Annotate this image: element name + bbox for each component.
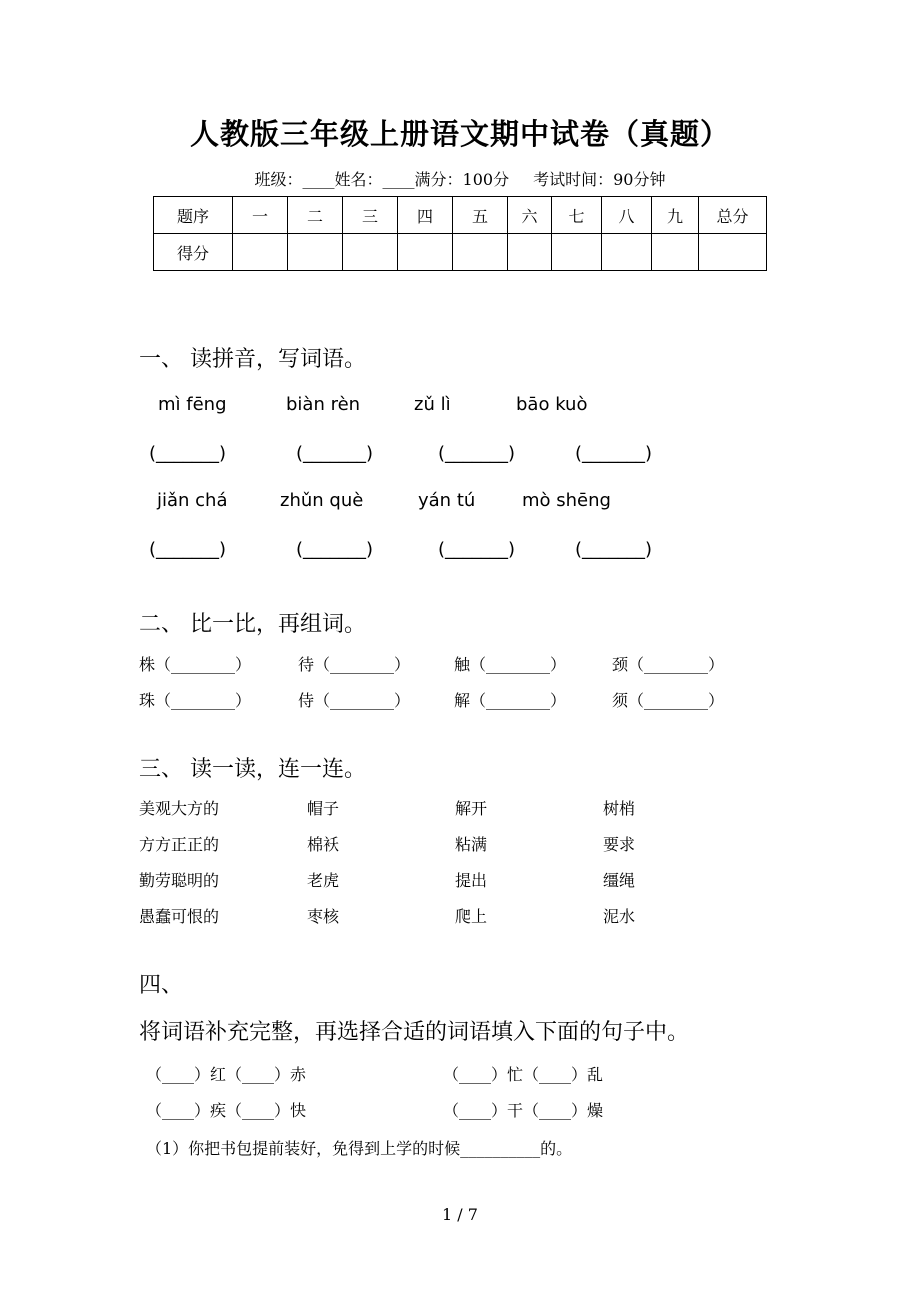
table-cell: 四 bbox=[398, 197, 453, 234]
answer-blank[interactable]: (_______) bbox=[149, 443, 227, 464]
fill-sentence[interactable]: （1）你把书包提前装好，免得到上学的时候__________的。 bbox=[146, 1139, 573, 1158]
table-cell: 一 bbox=[233, 197, 288, 234]
pinyin: yán tú bbox=[418, 490, 476, 511]
match-word: 爬上 bbox=[455, 907, 488, 926]
section-4-instruction: 将词语补充完整，再选择合适的词语填入下面的句子中。 bbox=[139, 1020, 690, 1045]
section-3-heading: 三、 读一读，连一连。 bbox=[139, 757, 366, 782]
score-cell[interactable] bbox=[602, 234, 652, 271]
idiom-blank[interactable]: （____）红（____）赤 bbox=[146, 1065, 307, 1084]
word-blank[interactable]: 株（________） bbox=[139, 655, 252, 674]
section-2-heading: 二、 比一比，再组词。 bbox=[139, 612, 366, 637]
answer-blank[interactable]: (_______) bbox=[296, 443, 374, 464]
pinyin: bāo kuò bbox=[516, 394, 588, 415]
answer-blank[interactable]: (_______) bbox=[438, 443, 516, 464]
answer-blank[interactable]: (_______) bbox=[296, 539, 374, 560]
match-word: 泥水 bbox=[603, 907, 636, 926]
answer-blank[interactable]: (_______) bbox=[575, 443, 653, 464]
score-cell[interactable] bbox=[508, 234, 552, 271]
pinyin: zǔ lì bbox=[414, 394, 451, 415]
table-cell: 得分 bbox=[154, 234, 233, 271]
exam-info bbox=[0, 167, 920, 190]
idiom-blank[interactable]: （____）疾（____）快 bbox=[146, 1101, 307, 1120]
word-blank[interactable]: 珠（________） bbox=[139, 691, 252, 710]
word-blank[interactable]: 待（________） bbox=[298, 655, 411, 674]
table-cell: 五 bbox=[453, 197, 508, 234]
pinyin: biàn rèn bbox=[286, 394, 361, 415]
word-blank[interactable]: 触（________） bbox=[454, 655, 567, 674]
pinyin: mì fēng bbox=[158, 394, 227, 415]
match-word: 愚蠢可恨的 bbox=[139, 907, 220, 926]
exam-time: 考试时间：90分钟 bbox=[533, 170, 666, 189]
match-word: 帽子 bbox=[307, 799, 340, 818]
table-cell: 三 bbox=[343, 197, 398, 234]
table-cell: 二 bbox=[288, 197, 343, 234]
score-cell[interactable] bbox=[699, 234, 767, 271]
section-1-heading: 一、 读拼音，写词语。 bbox=[139, 347, 366, 372]
match-word: 美观大方的 bbox=[139, 799, 220, 818]
table-cell: 总分 bbox=[699, 197, 767, 234]
match-word: 粘满 bbox=[455, 835, 488, 854]
pinyin: mò shēng bbox=[522, 490, 611, 511]
idiom-blank[interactable]: （____）干（____）燥 bbox=[443, 1101, 604, 1120]
match-word: 要求 bbox=[603, 835, 636, 854]
word-blank[interactable]: 颈（________） bbox=[612, 655, 725, 674]
answer-blank[interactable]: (_______) bbox=[149, 539, 227, 560]
answer-blank[interactable]: (_______) bbox=[438, 539, 516, 560]
table-cell: 七 bbox=[552, 197, 602, 234]
match-word: 树梢 bbox=[603, 799, 636, 818]
match-word: 老虎 bbox=[307, 871, 340, 890]
match-word: 棉袄 bbox=[307, 835, 340, 854]
pinyin: jiǎn chá bbox=[157, 490, 228, 511]
match-word: 解开 bbox=[455, 799, 488, 818]
score-cell[interactable] bbox=[652, 234, 699, 271]
word-blank[interactable]: 侍（________） bbox=[298, 691, 411, 710]
word-blank[interactable]: 须（________） bbox=[612, 691, 725, 710]
score-cell[interactable] bbox=[398, 234, 453, 271]
score-cell[interactable] bbox=[552, 234, 602, 271]
score-table-score-row bbox=[154, 234, 767, 271]
score-cell[interactable] bbox=[343, 234, 398, 271]
score-table bbox=[153, 196, 767, 271]
match-word: 枣核 bbox=[307, 907, 340, 926]
page-number: 1 / 7 bbox=[442, 1205, 478, 1224]
score-table-header-row bbox=[154, 197, 767, 234]
table-cell: 题序 bbox=[154, 197, 233, 234]
idiom-blank[interactable]: （____）忙（____）乱 bbox=[443, 1065, 604, 1084]
answer-blank[interactable]: (_______) bbox=[575, 539, 653, 560]
section-4-heading: 四、 bbox=[139, 973, 184, 998]
table-cell: 八 bbox=[602, 197, 652, 234]
word-blank[interactable]: 解（________） bbox=[454, 691, 567, 710]
match-word: 勤劳聪明的 bbox=[139, 871, 220, 890]
score-cell[interactable] bbox=[288, 234, 343, 271]
score-cell[interactable] bbox=[233, 234, 288, 271]
match-word: 提出 bbox=[455, 871, 488, 890]
table-cell: 六 bbox=[508, 197, 552, 234]
class-name-score: 班级：____姓名：____满分：100分 bbox=[254, 170, 510, 189]
match-word: 缰绳 bbox=[603, 871, 636, 890]
page-title: 人教版三年级上册语文期中试卷（真题） bbox=[189, 117, 730, 151]
match-word: 方方正正的 bbox=[139, 835, 220, 854]
score-cell[interactable] bbox=[453, 234, 508, 271]
pinyin: zhǔn què bbox=[280, 490, 364, 511]
table-cell: 九 bbox=[652, 197, 699, 234]
